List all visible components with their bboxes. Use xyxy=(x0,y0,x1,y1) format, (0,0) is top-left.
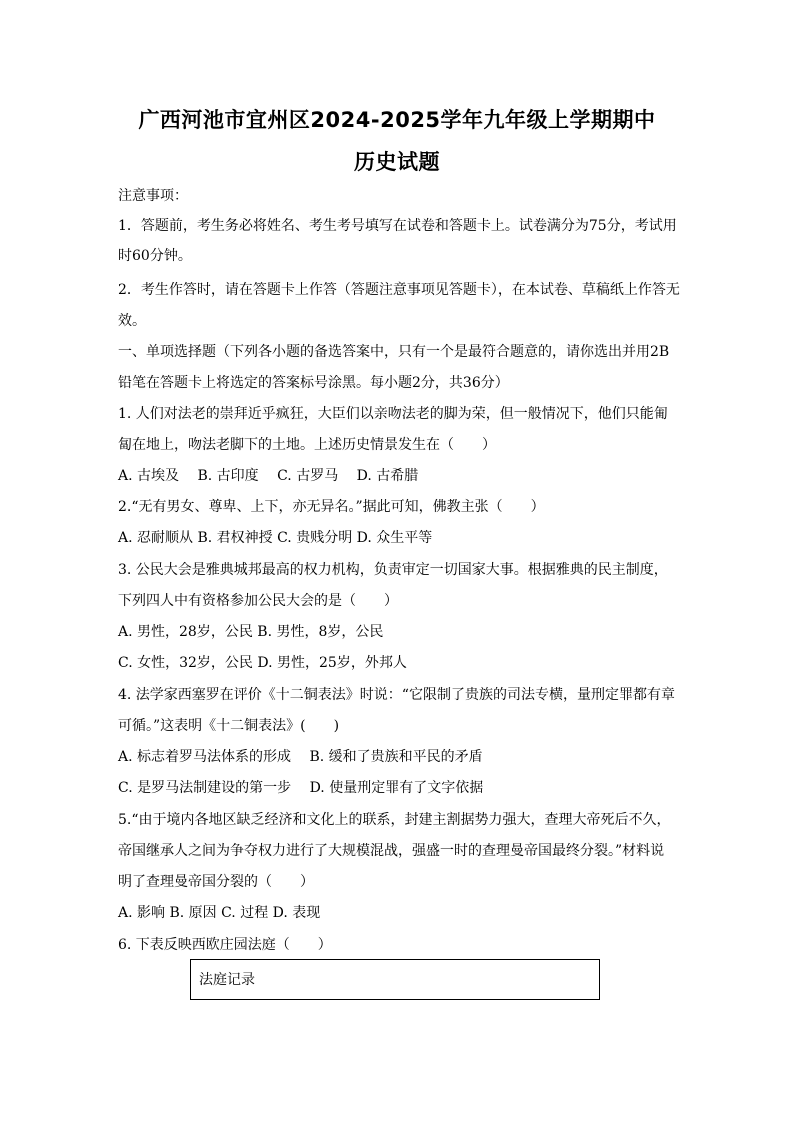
question-4-line-2: 可循。”这表明《十二铜表法》( ) xyxy=(118,718,340,734)
note-item-1-line-2: 时60分钟。 xyxy=(118,248,192,264)
section-1-heading-line-1: 一、单项选择题（下列各小题的备选答案中，只有一个是最符合题意的，请你选出并用2B xyxy=(118,344,670,360)
question-5-options: A. 影响 B. 原因 C. 过程 D. 表现 xyxy=(118,905,321,921)
notes-heading: 注意事项： xyxy=(118,188,188,204)
exam-title: 广西河池市宜州区2024-2025学年九年级上学期期中 xyxy=(138,108,656,132)
note-item-2-line-2: 效。 xyxy=(118,313,146,329)
question-3-line-1: 3. 公民大会是雅典城邦最高的权力机构，负责审定一切国家大事。根据雅典的民主制度， xyxy=(118,562,668,578)
note-item-1-line-1: 1．答题前，考生务必将姓名、考生考号填写在试卷和答题卡上。试卷满分为75分，考试用 xyxy=(118,218,677,234)
question-5-line-3: 明了查理曼帝国分裂的（ ） xyxy=(118,874,314,890)
question-4-line-1: 4. 法学家西塞罗在评价《十二铜表法》时说：“它限制了贵族的司法专横，量刑定罪都有章 xyxy=(118,687,675,703)
court-record-table-header: 法庭记录 xyxy=(199,972,255,988)
question-2-options: A. 忍耐顺从 B. 君权神授 C. 贵贱分明 D. 众生平等 xyxy=(118,530,433,546)
question-1-options: A. 古埃及 B. 古印度 C. 古罗马 D. 古希腊 xyxy=(118,468,419,484)
question-1-line-1: 1. 人们对法老的崇拜近乎疯狂，大臣们以亲吻法老的脚为荣，但一般情况下，他们只能匍 xyxy=(118,406,668,422)
question-3-line-2: 下列四人中有资格参加公民大会的是（ ） xyxy=(118,593,398,609)
question-2-line-1: 2.“无有男女、尊卑、上下，亦无异名。”据此可知，佛教主张（ ） xyxy=(118,499,545,515)
note-item-2-line-1: 2．考生作答时，请在答题卡上作答（答题注意事项见答题卡），在本试卷、草稿纸上作答无 xyxy=(118,282,680,298)
question-3-options-2: C. 女性，32岁，公民 D. 男性，25岁，外邦人 xyxy=(118,655,407,671)
question-1-line-2: 匐在地上，吻法老脚下的土地。上述历史情景发生在（ ） xyxy=(118,437,496,453)
question-5-line-1: 5.“由于境内各地区缺乏经济和文化上的联系，封建主割据势力强大，查理大帝死后不久， xyxy=(118,812,671,828)
question-4-options-1: A. 标志着罗马法体系的形成 B. 缓和了贵族和平民的矛盾 xyxy=(118,749,483,765)
exam-subtitle: 历史试题 xyxy=(354,150,440,174)
question-6-line-1: 6. 下表反映西欧庄园法庭（ ） xyxy=(118,937,332,953)
section-1-heading-line-2: 铅笔在答题卡上将选定的答案标号涂黑。每小题2分，共36分） xyxy=(118,375,509,391)
question-4-options-2: C. 是罗马法制建设的第一步 D. 使量刑定罪有了文字依据 xyxy=(118,780,484,796)
question-5-line-2: 帝国继承人之间为争夺权力进行了大规模混战，强盛一时的查理曼帝国最终分裂。”材料说 xyxy=(118,843,665,859)
court-record-table xyxy=(190,959,600,1000)
question-3-options-1: A. 男性，28岁，公民 B. 男性，8岁，公民 xyxy=(118,624,384,640)
